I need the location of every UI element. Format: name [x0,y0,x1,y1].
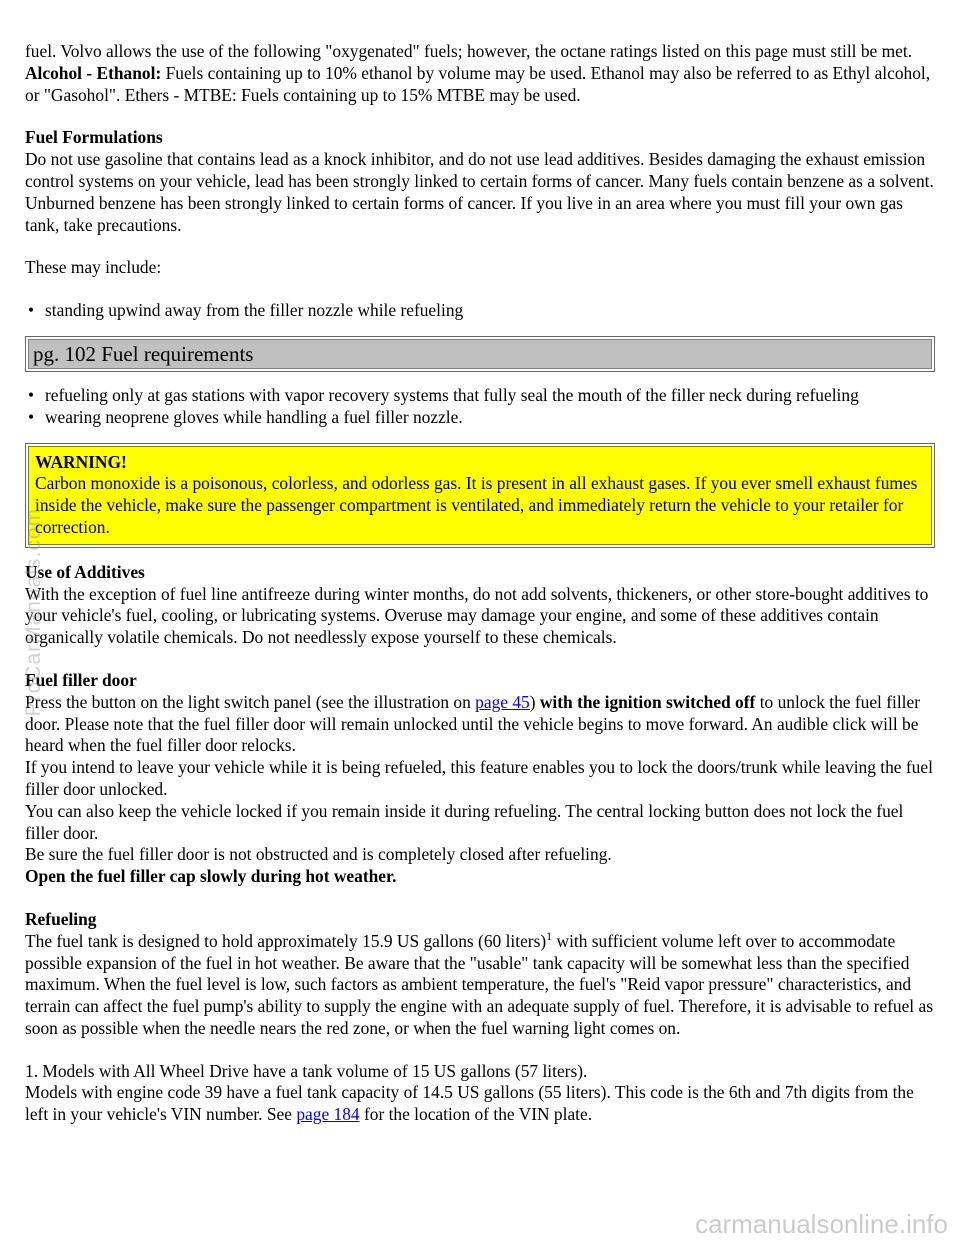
footer-watermark: carmanualsonline.info [695,1209,948,1240]
fuel-formulations-heading: Fuel Formulations [25,127,163,148]
filler-door-text-b: ) [529,691,540,712]
filler-door-p4: Be sure the fuel filler door is not obstructed and is completely closed after refueling. [25,844,612,865]
additives-body: With the exception of fuel line antifreeze during winter months, do not add solvents, thickeners, or other store-bought additives to your vehicle's fuel, cooling, or lubricating systems. Overuse may damage your engine, and some of these additives contain organically volatile chemicals. Do not needlessly expose yourself to these chemicals. [25,583,929,648]
fuel-formulations-section [25,127,935,236]
intro-paragraph [25,41,935,106]
precautions-list-1 [25,300,935,322]
document-page [22,41,935,1126]
footnote [25,1061,935,1126]
precautions-list-2 [25,385,935,429]
warning-box [25,443,935,548]
filler-door-p2: If you intend to leave your vehicle while it is being refueled, this feature enables you to lock the doors/trunk while leaving the fuel filler door unlocked. [25,757,933,799]
filler-door-text-c: to unlock the fuel filler door. Please note that the fuel filler door will remain unlocked until the vehicle begins to move forward. An audible click will be heard when the fuel filler door relocks. [25,691,921,756]
additives-section [25,562,935,649]
page-184-link[interactable]: page 184 [296,1104,360,1125]
footnote-marker: 1 [546,928,553,943]
section-title-bar [25,336,935,372]
ignition-off-emphasis: with the ignition switched off [539,691,756,712]
filler-cap-caution: Open the fuel filler cap slowly during hot weather. [25,866,397,887]
refueling-heading: Refueling [25,908,97,929]
additives-heading: Use of Additives [25,561,145,582]
filler-door-text-a: Press the button on the light switch panel (see the illustration on [25,691,476,712]
filler-door-section [25,670,935,888]
warning-body: Carbon monoxide is a poisonous, colorless, and odorless gas. It is present in all exhaust gases. If you ever smell exhaust fumes inside the vehicle, make sure the passenger compartment is ventilated, and immediately return the vehicle to your retailer for correction. [35,473,918,537]
list-item: • standing upwind away from the filler nozzle while refueling [25,300,935,322]
alcohol-label: Alcohol - Ethanol: [25,62,162,83]
section-title: pg. 102 Fuel requirements [28,339,932,369]
warning-content [28,446,932,545]
precautions-intro: These may include: [25,257,162,278]
filler-door-heading: Fuel filler door [25,669,137,690]
warning-title: WARNING! [35,451,127,472]
footnote-line-1: 1. Models with All Wheel Drive have a tank volume of 15 US gallons (57 liters). [25,1060,588,1081]
intro-line: fuel. Volvo allows the use of the following "oxygenated" fuels; however, the octane ratings listed on this page must still be met. [25,41,913,61]
fuel-formulations-body: Do not use gasoline that contains lead as a knock inhibitor, and do not use lead additives. Besides damaging the exhaust emission control systems on your vehicle, lead has been strongly linked to certain forms of cancer. Many fuels contain benzene as a solvent. Unburned benzene has been strongly linked to certain forms of cancer. If you live in an area where you must fill your own gas tank, take precautions. [25,149,934,235]
refueling-section [25,909,935,1040]
side-watermark: ProCarManuals.com [22,508,45,717]
page-45-link[interactable]: page 45 [475,691,530,712]
list-item: • refueling only at gas stations with vapor recovery systems that fully seal the mouth of the filler neck during refueling [25,385,935,407]
list-item: • wearing neoprene gloves while handling a fuel filler nozzle. [25,407,935,429]
footnote-line-2b: for the location of the VIN plate. [359,1104,593,1125]
alcohol-text: Fuels containing up to 10% ethanol by volume may be used. Ethanol may also be referred to as Ethyl alcohol, or "Gasohol". Ethers - MTBE: Fuels containing up to 15% MTBE may be used. [25,62,931,105]
filler-door-p3: You can also keep the vehicle locked if you remain inside it during refueling. The central locking button does not lock the fuel filler door. [25,800,904,843]
refueling-body-a: The fuel tank is designed to hold approximately 15.9 US gallons (60 liters) [25,930,547,951]
refueling-body-b: with sufficient volume left over to accommodate possible expansion of the fuel in hot weather. Be aware that the "usable" tank capacity will be somewhat less than the specified maximum. When the fuel level is low, such factors as ambient temperature, the fuel's "Reid vapor pressure" characteristics, and terrain can affect the fuel pump's ability to supply the engine with an adequate supply of fuel. Therefore, it is advisable to refuel as soon as possible when the needle nears the red zone, or when the fuel warning light comes on. [25,930,933,1038]
footnote-line-2a: Models with engine code 39 have a fuel tank capacity of 14.5 US gallons (55 liters). This code is the 6th and 7th digits from the left in your vehicle's VIN number. See [25,1082,914,1125]
